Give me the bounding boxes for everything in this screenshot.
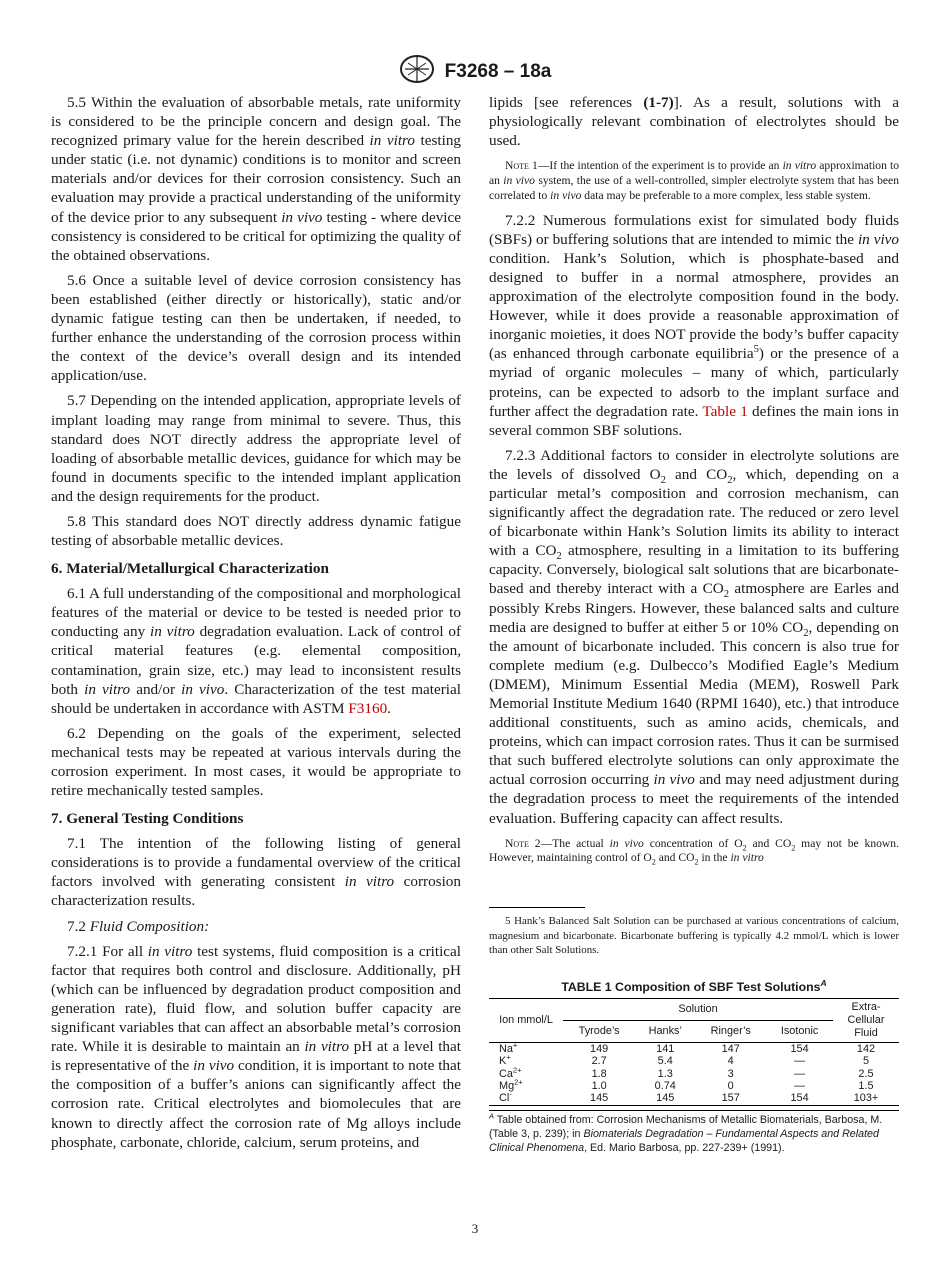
table-cell: 5.4 <box>657 1055 673 1068</box>
table-cell: 145 <box>590 1092 609 1105</box>
section-7-heading: 7. General Testing Conditions <box>51 810 244 828</box>
table-cell: 1.8 <box>591 1067 607 1080</box>
table-cell: 1.0 <box>591 1079 607 1092</box>
table-row <box>489 1092 899 1105</box>
astm-f3160-link[interactable]: F3160 <box>348 699 388 717</box>
table-1 <box>489 977 899 1155</box>
paragraph-7-2-3: 7.2.3 Additional factors to consider in electrolyte solutions are the levels of dissolved $O_2$ and $CO_2$, which, depending on a particular metal’s composition and corrosion mechanism, can significantly affect the degradation rate. The reduced or zero level of bicarbonate within Hank’s Solution limits its ability to interact with a $CO_2$ atmosphere, resulting in a limitation to its buffering capacity. Conversely, biological salt solutions that are bicarbonate-based and thereby interact with a $CO_2$ atmosphere are Earles and possibly Krebs Ringers. However, these balanced salts and culture media are designed to buffer at either 5 or 10% $CO_2$, depending on the amount of bicarbonate included. This concern is also true for complete medium (e.g. Dulbecco’s Modified Eagle’s Medium (DMEM), Minimum Essential Media (MEM), Roswell Park Memorial Institute Medium 1640 (RPMI 1640), etc.) that introduce additional constituents, such as amino acids, chemicals, and proteins, which can impact corrosion rates. Thus it can be surmised that such buffered electrolyte solutions can only approximate the actual corrosion occurring in vivo and may need adjustment during the degradation process to meet the requirements of the intended evaluation. Buffering capacity can affect results. <box>489 446 900 827</box>
table-cell: 147 <box>721 1043 740 1056</box>
paragraph-5-5: 5.5 Within the evaluation of absorbable metals, rate uniformity is considered to be the principle concern and design goal. The recognized primary value for the herein described in vitro testing under static (i.e. not dynamic) conditions is to monitor and screen materials and/or devices for their corrosion consistency. Such an evaluation may provide a practical understanding of the uniformity of the device prior to any subsequent in vivo testing - where device consistency is considered to be critical for optimizing the quality of the obtained observations. <box>51 94 462 264</box>
table-cell: 3 <box>727 1067 734 1080</box>
col-tyrodes: Tyrode’s <box>578 1025 620 1038</box>
section-6-heading: 6. Material/Metallurgical Characterization <box>51 560 329 578</box>
astm-logo-icon <box>399 54 435 89</box>
table-cell: — <box>794 1079 806 1092</box>
table-cell: 154 <box>790 1092 809 1105</box>
table-cell: 1.3 <box>657 1067 673 1080</box>
table-cell: 2.5 <box>858 1067 874 1080</box>
table-cell: 157 <box>721 1092 740 1105</box>
ion-cell: Na+ <box>499 1040 518 1056</box>
right-column <box>489 93 899 1155</box>
document-id: F3268 – 18a <box>444 60 552 82</box>
solution-header: Solution <box>563 999 833 1021</box>
table-row <box>489 1080 899 1092</box>
ion-cell: Cl- <box>499 1089 512 1105</box>
table-cell: 0.74 <box>654 1079 676 1092</box>
paragraph-7-2-2: 7.2.2 Numerous formulations exist for simulated body fluids (SBFs) or buffering solutions that are intended to mimic the in vivo condition. Hank’s Solution, which is phosphate-based and designed to buffer in a normal atmosphere, provides an approximation of the electrolyte composition found in the body. However, while it does provide a reasonable approximation of inorganic moieties, it does NOT provide the body’s buffer capacity (as enhanced through carbonate equilibria$^5$) or the presence of a myriad of organic molecules – many of which, particularly proteins, can be expected to adsorb to the implant surface and further affect the degradation rate. Table 1 defines the main ions in several common SBF solutions. <box>489 211 899 439</box>
table-cell: 141 <box>656 1043 675 1056</box>
table-cell: 1.5 <box>858 1079 874 1092</box>
ion-cell: K+ <box>499 1052 511 1068</box>
note-1: Note 1—If the intention of the experiment is to provide an in vitro approximation to an in vivo system, the use of a well-controlled, simpler electrolyte system that has been correlated to in vivo data may be preferable to a more complex, less stable system. <box>489 159 900 202</box>
table-cell: 145 <box>656 1092 675 1105</box>
col-isotonic: Isotonic <box>780 1025 819 1038</box>
table-footnote: $^A$ Table obtained from: Corrosion Mechanisms of Metallic Biomaterials, Barbosa, M. (Table 3, p. 239); in Biomaterials Degradation – Fundamental Aspects and Related Clinical Phenomena, Ed. Mario Barbosa, pp. 227-239+ (1991). <box>489 1110 899 1156</box>
ion-cell: $Mg^{2+}$ <box>499 1077 523 1092</box>
page-number: 3 <box>471 1221 479 1236</box>
paragraph-6-1: 6.1 A full understanding of the compositional and morphological features of the material or device to be tested is needed prior to conducting any in vitro degradation evaluation. Lack of control of critical material features (e.g. elemental composition, contamination, grain size, etc.) may lead to inconsistent results both in vitro and/or in vivo. Characterization of the test material should be undertaken in accordance with ASTM F3160. <box>51 585 462 717</box>
table-row <box>489 1068 899 1080</box>
paragraph-6-2: 6.2 Depending on the goals of the experiment, selected mechanical tests may be repeated at various intervals during the corrosion experiment. In most cases, it would be appropriate to retire mechanically tested samples. <box>51 724 461 800</box>
ion-header: Ion mmol/L <box>499 1014 553 1027</box>
table-title: TABLE 1 Composition of SBF Test Solutions$^A$ <box>561 977 827 995</box>
table-row <box>489 1055 899 1067</box>
table-cell: 5 <box>862 1055 870 1068</box>
paragraph-7-2-1-continued: lipids [see references (1-7)]. As a result, solutions with a physiologically relevant combination of electrolytes should be used. <box>489 94 899 150</box>
left-column <box>51 93 461 1158</box>
paragraph-7-2-1: 7.2.1 For all in vitro test systems, fluid composition is a critical factor that requires both control and disclosure. Additionally, pH (which can be influenced by degradation product composition and generation rate), fluid flow, and solution buffer capacity are significant variables that can affect an absorbable metal’s corrosion rate. While it is desirable to maintain an in vitro pH at a level that is representative of the in vivo condition, it is important to note that the composition of a buffer’s anions can significantly affect the corrosion rate. Critical electrolytes and biomolecules that are known to directly affect the corrosion rate of Mg alloys include phosphate, carbonate, chloride, calcium, serum proteins, and <box>51 942 462 1151</box>
table-cell: 4 <box>727 1055 734 1068</box>
table-cell: 149 <box>590 1043 609 1056</box>
table-cell: 154 <box>790 1043 809 1056</box>
note-2: Note 2—The actual in vivo concentration of $O_2$ and $CO_2$ may not be known. However, maintaining control of $O_2$ and $CO_2$ in the in vitro <box>489 836 899 867</box>
table-cell: 103+ <box>853 1092 879 1105</box>
paragraph-7-2: 7.2 Fluid Composition: <box>67 917 210 935</box>
table-cell: — <box>794 1067 806 1080</box>
table-cell: 0 <box>727 1079 734 1092</box>
footnote-5: 5 Hank’s Balanced Salt Solution can be purchased at various concentrations of calcium, magnesium and bicarbonate. Bicarbonate buffering is typically 4.2 mmol/L which is lower than other Salt Solutions. <box>489 915 899 957</box>
col-hanks: Hanks’ <box>648 1025 682 1038</box>
table-row <box>489 1043 899 1056</box>
paragraph-5-8: 5.8 This standard does NOT directly address dynamic fatigue testing of absorbable metallic devices. <box>51 512 461 550</box>
extracellular-header: Extra-Cellular Fluid <box>847 1001 885 1040</box>
page-header <box>0 54 950 89</box>
table-cell: 2.7 <box>591 1055 607 1068</box>
table-cell: — <box>794 1055 806 1068</box>
table-1-link[interactable]: Table 1 <box>702 402 748 420</box>
ion-cell: $Ca^{2+}$ <box>499 1065 522 1080</box>
paragraph-5-7: 5.7 Depending on the intended application, appropriate levels of implant loading may range from minimal to severe. Thus, this standard does NOT directly address the appropriate level of loading of absorbable metallic devices, guidance for which may be found in documents specific to the intended implant application and the design requirements for the product. <box>51 392 461 505</box>
table-cell: 142 <box>856 1043 876 1056</box>
col-ringers: Ringer’s <box>710 1025 751 1038</box>
footnote-divider <box>489 907 585 908</box>
paragraph-7-1: 7.1 The intention of the following listing of general considerations is to provide a fundamental overview of the critical factors involved with generating consistent in vitro corrosion characterization results. <box>51 835 461 910</box>
paragraph-5-6: 5.6 Once a suitable level of device corrosion consistency has been established (either directly or historically), static and/or dynamic fatigue testing can then be undertaken, if needed, to further enhance the understanding of the corrosion process within the context of the device’s overall design and its intended application/use. <box>51 271 461 385</box>
